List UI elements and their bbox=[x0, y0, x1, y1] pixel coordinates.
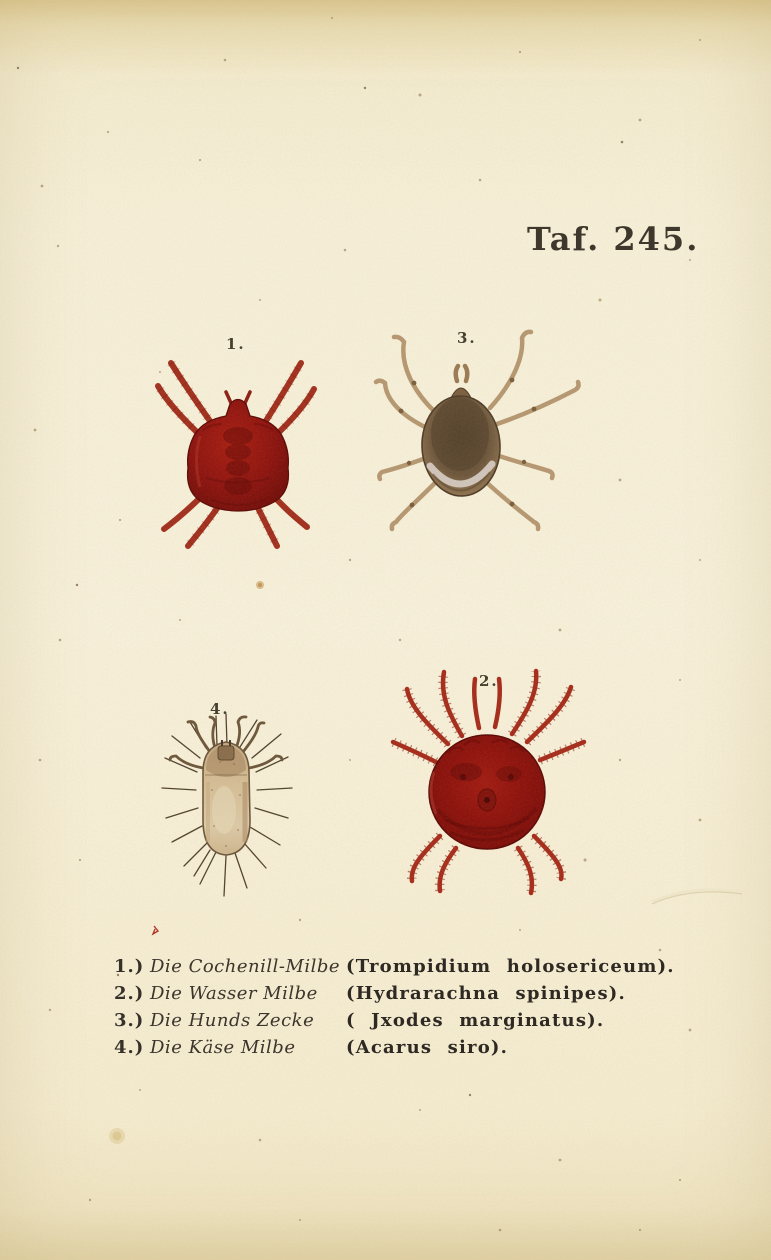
caption-latin-name: ( Jxodes marginatus). bbox=[346, 1010, 605, 1031]
caption-german-name: Die Käse Milbe bbox=[150, 1037, 296, 1058]
caption-line-1 bbox=[114, 953, 714, 980]
figure-label-2: 2. bbox=[479, 672, 499, 690]
caption-german-name: Die Cochenill-Milbe bbox=[150, 956, 341, 977]
caption-number: 4.) bbox=[114, 1037, 145, 1058]
caption-german-name: Die Wasser Milbe bbox=[150, 983, 318, 1004]
caption-line-4 bbox=[114, 1034, 714, 1061]
caption-latin-name: (Hydrarachna spinipes). bbox=[346, 983, 626, 1004]
plate-number: Taf. 245. bbox=[527, 220, 700, 258]
figure-label-4: 4. bbox=[210, 700, 230, 718]
caption-line-2 bbox=[114, 980, 714, 1007]
caption-line-3 bbox=[114, 1007, 714, 1034]
caption-latin-name: (Acarus siro). bbox=[346, 1037, 509, 1058]
caption-number: 3.) bbox=[114, 1010, 145, 1031]
caption-german-name: Die Hunds Zecke bbox=[150, 1010, 315, 1031]
caption-number: 1.) bbox=[114, 956, 145, 977]
caption-number: 2.) bbox=[114, 983, 145, 1004]
caption-latin-name: (Trompidium holosericeum). bbox=[346, 956, 675, 977]
figure-label-1: 1. bbox=[226, 335, 246, 353]
caption-block bbox=[114, 953, 714, 1061]
figure-label-3: 3. bbox=[457, 329, 477, 347]
